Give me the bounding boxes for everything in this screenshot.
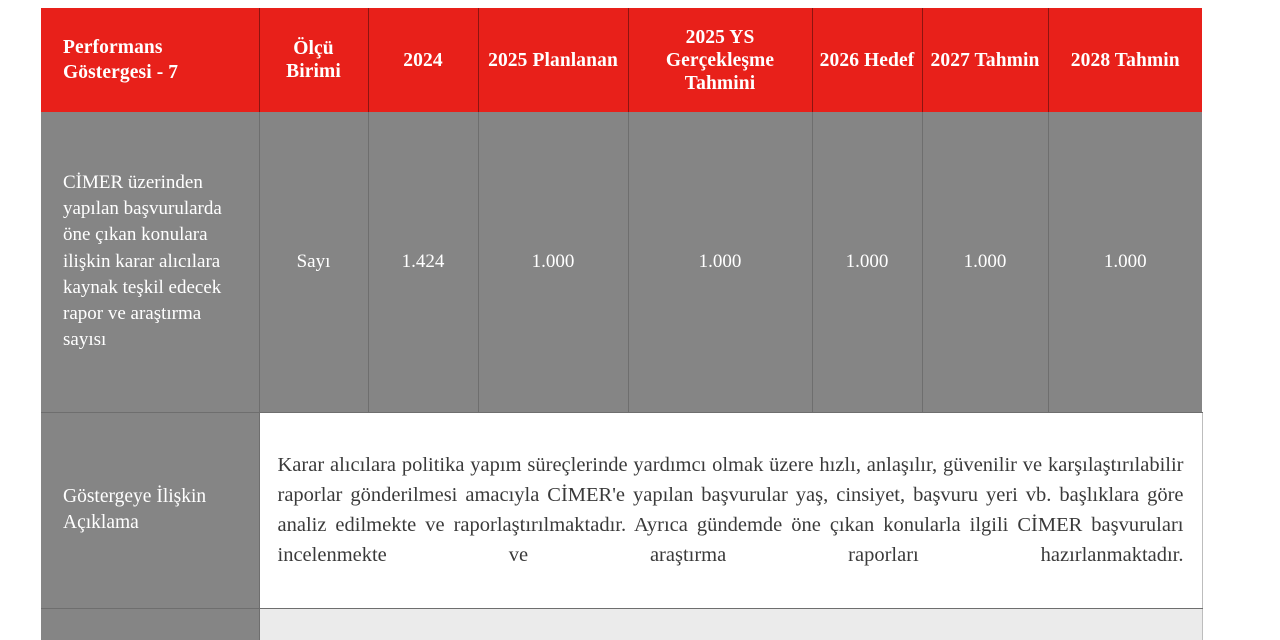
cell-clipped-text bbox=[259, 608, 1202, 640]
table-body bbox=[41, 112, 1202, 640]
column-header-indicator: Performans Göstergesi - 7 bbox=[41, 8, 259, 112]
cell-2026-target: 1.000 bbox=[812, 112, 922, 412]
table-row-description bbox=[41, 412, 1202, 608]
column-header-2028-estimate: 2028 Tahmin bbox=[1048, 8, 1202, 112]
column-header-2026-target: 2026 Hedef bbox=[812, 8, 922, 112]
cell-unit: Sayı bbox=[259, 112, 368, 412]
column-header-unit: Ölçü Birimi bbox=[259, 8, 368, 112]
cell-description-text: Karar alıcılara politika yapım süreçlerinde yardımcı olmak üzere hızlı, anlaşılır, güvenilir ve karşılaştırılabilir raporlar gönderilmesi amacıyla CİMER'e yapılan başvurular yaş, cinsiyet, başvuru yeri vb. başlıklara göre analiz edilmekte ve raporlaştırılmaktadır. Ayrıca gündemde öne çıkan konularla ilgili CİMER başvuruları incelenmekte ve araştırma raporları hazırlanmaktadır. bbox=[259, 412, 1202, 608]
cell-description-label: Göstergeye İlişkin Açıklama bbox=[41, 412, 259, 608]
performance-indicator-table-wrapper bbox=[41, 8, 1202, 640]
table-header bbox=[41, 8, 1202, 112]
cell-2025-ys-estimate: 1.000 bbox=[628, 112, 812, 412]
column-header-2024: 2024 bbox=[368, 8, 478, 112]
cell-2024: 1.424 bbox=[368, 112, 478, 412]
column-header-2025-planned: 2025 Planlanan bbox=[478, 8, 628, 112]
cell-2028-estimate: 1.000 bbox=[1048, 112, 1202, 412]
column-header-2027-estimate: 2027 Tahmin bbox=[922, 8, 1048, 112]
table-row bbox=[41, 112, 1202, 412]
cell-clipped-label bbox=[41, 608, 259, 640]
table-header-row bbox=[41, 8, 1202, 112]
cell-2027-estimate: 1.000 bbox=[922, 112, 1048, 412]
table-row-clipped bbox=[41, 608, 1202, 640]
column-header-2025-ys-estimate: 2025 YS Gerçekleşme Tahmini bbox=[628, 8, 812, 112]
cell-2025-planned: 1.000 bbox=[478, 112, 628, 412]
performance-indicator-table bbox=[41, 8, 1203, 640]
cell-indicator-name: CİMER üzerinden yapılan başvurularda öne çıkan konulara ilişkin karar alıcılara kaynak teşkil edecek rapor ve araştırma sayısı bbox=[41, 112, 259, 412]
